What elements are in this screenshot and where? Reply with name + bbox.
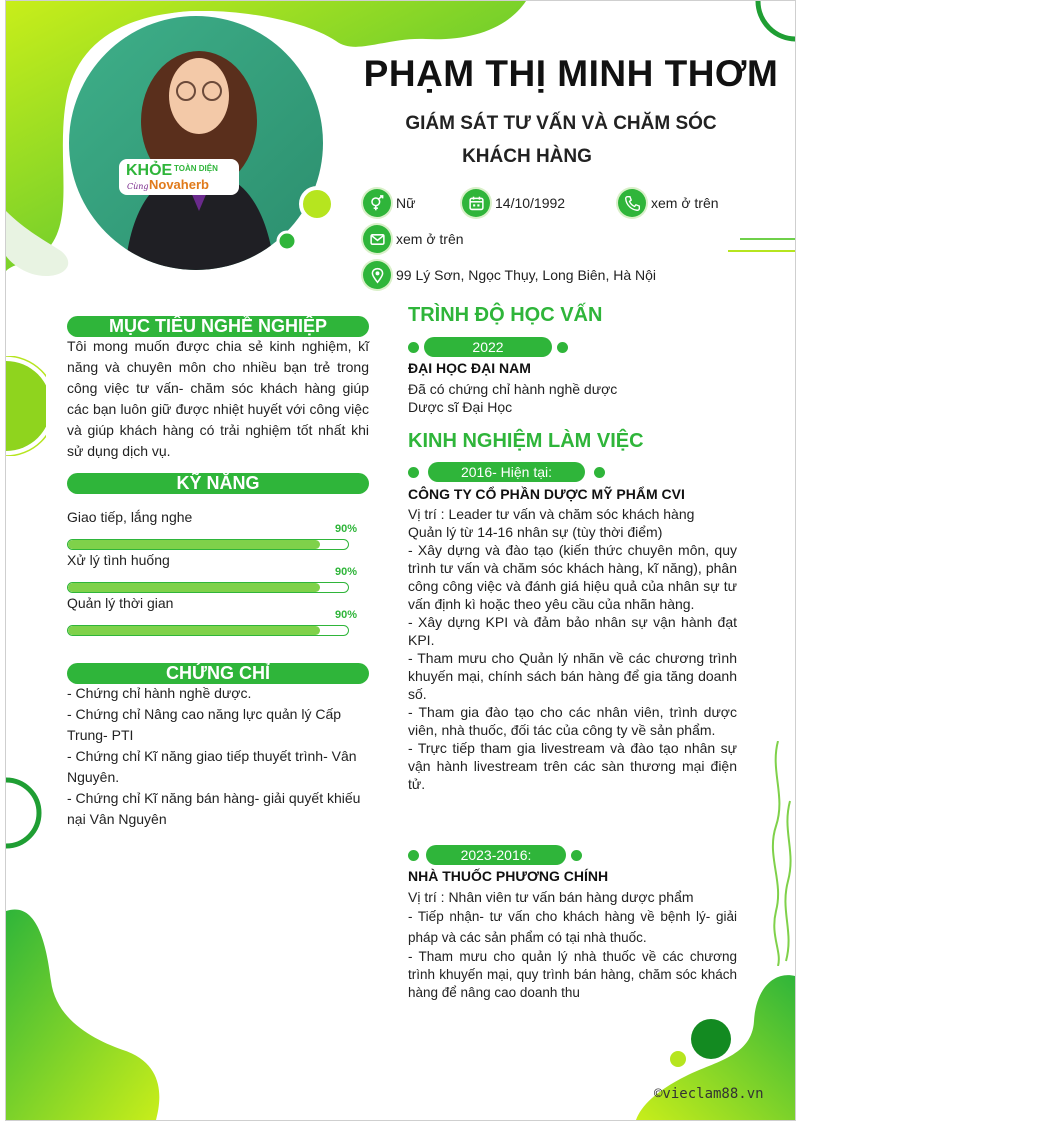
skill-progress-fill (68, 626, 320, 635)
bottom-left-blob (6, 901, 206, 1120)
certificate-item: - Chứng chỉ Kĩ năng giao tiếp thuyết trình- Vân Nguyên. (67, 748, 357, 785)
job-title-line2: KHÁCH HÀNG (462, 146, 592, 167)
skill-progress-fill (68, 583, 320, 592)
top-right-ring (746, 1, 796, 46)
right-lines (728, 236, 796, 256)
job-description (408, 505, 737, 793)
skill-percent: 90% (335, 609, 358, 621)
job-line: - Tham mưu cho quản lý nhà thuốc về các chương trình khuyến mại, quy trình bán hàng, chăm sóc khách hàng để nâng cao doanh thu (408, 949, 737, 1000)
certificate-item: - Chứng chỉ hành nghề dược. (67, 685, 252, 701)
job-title-line1: GIÁM SÁT TƯ VẤN VÀ CHĂM SÓC (405, 113, 717, 134)
job-line: Vị trí : Leader tư vấn và chăm sóc khách hàng (408, 506, 695, 522)
objective-text: Tôi mong muốn được chia sẻ kinh nghiệm, kĩ năng và chuyên môn cho nhiều bạn trẻ trong công việc tư vấn- chăm sóc khách hàng giúp các bạn luôn giữ được nhiệt huyết với công việc và giúp khách hàng có trải nghiệm tốt nhất khi sử dụng dịch vụ. (67, 338, 369, 459)
skill-progress-bar (67, 539, 349, 550)
job-line: - Tham mưu cho Quản lý nhãn về các chương trình khuyến mại, chính sách bán hàng để gia tăng doanh số. (408, 650, 737, 702)
certificate-item: - Chứng chỉ Nâng cao năng lực quản lý Cấp Trung- PTI (67, 706, 342, 743)
education-line1: Đã có chứng chỉ hành nghề dược (408, 381, 618, 397)
email-value: xem ở trên (396, 231, 464, 247)
photo-badge-script: Cùng (127, 182, 149, 191)
job-line: - Tiếp nhận- tư vấn cho khách hàng về bệnh lý- giải pháp và các sản phẩm có tại nhà thuốc. (408, 909, 737, 945)
skill-progress-bar (67, 582, 349, 593)
job-company: CÔNG TY CỔ PHẦN DƯỢC MỸ PHẨM CVI (408, 486, 685, 502)
profile-photo (64, 11, 344, 281)
education-year: 2022 (424, 337, 552, 357)
experience-heading: KINH NGHIỆM LÀM VIỆC (408, 430, 644, 452)
job-line: - Tham gia đào tạo cho các nhân viên, trình dược viên, nhà thuốc, đối tác của công ty về sản phẩm. (408, 704, 737, 738)
job-period: 2016- Hiện tại: (428, 462, 585, 482)
skill-progress-fill (68, 540, 320, 549)
address-value: 99 Lý Sơn, Ngọc Thụy, Long Biên, Hà Nội (396, 267, 657, 283)
location-icon (363, 261, 391, 289)
right-wavy-lines (768, 741, 796, 966)
job-period-marker (408, 845, 588, 865)
skill-percent: 90% (335, 566, 358, 578)
phone-value: xem ở trên (651, 195, 719, 211)
education-school: ĐẠI HỌC ĐẠI NAM (408, 360, 531, 376)
left-ring-green (6, 776, 46, 851)
certificates-list (67, 683, 369, 830)
job-period-marker (408, 462, 608, 482)
job-line: - Xây dựng KPI và đảm bảo nhân sự vận hành đạt KPI. (408, 614, 737, 648)
cv-page (5, 0, 796, 1121)
job-line: Vị trí : Nhân viên tư vấn bán hàng dược phẩm (408, 889, 694, 905)
education-line2: Dược sĩ Đại Học (408, 399, 513, 415)
email-info (363, 225, 464, 253)
photo-badge-brand: Novaherb (149, 177, 209, 192)
job-line: Quản lý từ 14-16 nhân sự (tùy thời điểm) (408, 524, 663, 540)
education-heading: TRÌNH ĐỘ HỌC VẤN (408, 304, 603, 326)
gender-icon (363, 189, 391, 217)
birthday-value: 14/10/1992 (495, 195, 566, 211)
skill-name: Xử lý tình huống (67, 552, 170, 568)
job-description (408, 888, 737, 1002)
job-title (401, 107, 721, 173)
address-info (363, 261, 656, 289)
photo-badge-line2: TOÀN DIỆN (174, 164, 218, 173)
gender-value: Nữ (396, 195, 416, 211)
email-icon (363, 225, 391, 253)
phone-info (618, 189, 719, 217)
job-period: 2023-2016: (426, 845, 566, 865)
education-year-marker (408, 337, 568, 357)
skill-progress-bar (67, 625, 349, 636)
photo-badge-line1: KHỎE (126, 162, 173, 179)
skill-percent: 90% (335, 523, 358, 535)
phone-icon (618, 189, 646, 217)
job-line: - Trực tiếp tham gia livestream và đào tạo nhân sự vận hành livestream trên các sàn thương mại điện tử. (408, 740, 737, 792)
left-half-circle-lime (6, 356, 46, 456)
gender-info (363, 189, 415, 217)
certificates-heading: CHỨNG CHỈ (67, 663, 369, 684)
job-company: NHÀ THUỐC PHƯƠNG CHÍNH (408, 868, 609, 884)
job-line: - Xây dựng và đào tạo (kiến thức chuyên môn, quy trình tư vấn và chăm sóc khách hàng, kĩ năng), phân công công việc và đánh giá hiệu quả của nhân sự tư vấn định kì hoặc theo yêu cầu của nhãn hàng. (408, 542, 737, 612)
certificate-item: - Chứng chỉ Kĩ năng bán hàng- giải quyết khiếu nại Vân Nguyên (67, 790, 361, 827)
calendar-icon (462, 189, 490, 217)
birthday-info (462, 189, 565, 217)
objective-heading: MỤC TIÊU NGHỀ NGHIỆP (67, 316, 369, 337)
watermark: ©vieclam88.vn (654, 1086, 764, 1102)
candidate-name: PHẠM THỊ MINH THƠM (363, 53, 779, 94)
skill-name: Giao tiếp, lắng nghe (67, 509, 193, 525)
skills-heading: KỸ NĂNG (67, 473, 369, 494)
skill-name: Quản lý thời gian (67, 595, 174, 611)
